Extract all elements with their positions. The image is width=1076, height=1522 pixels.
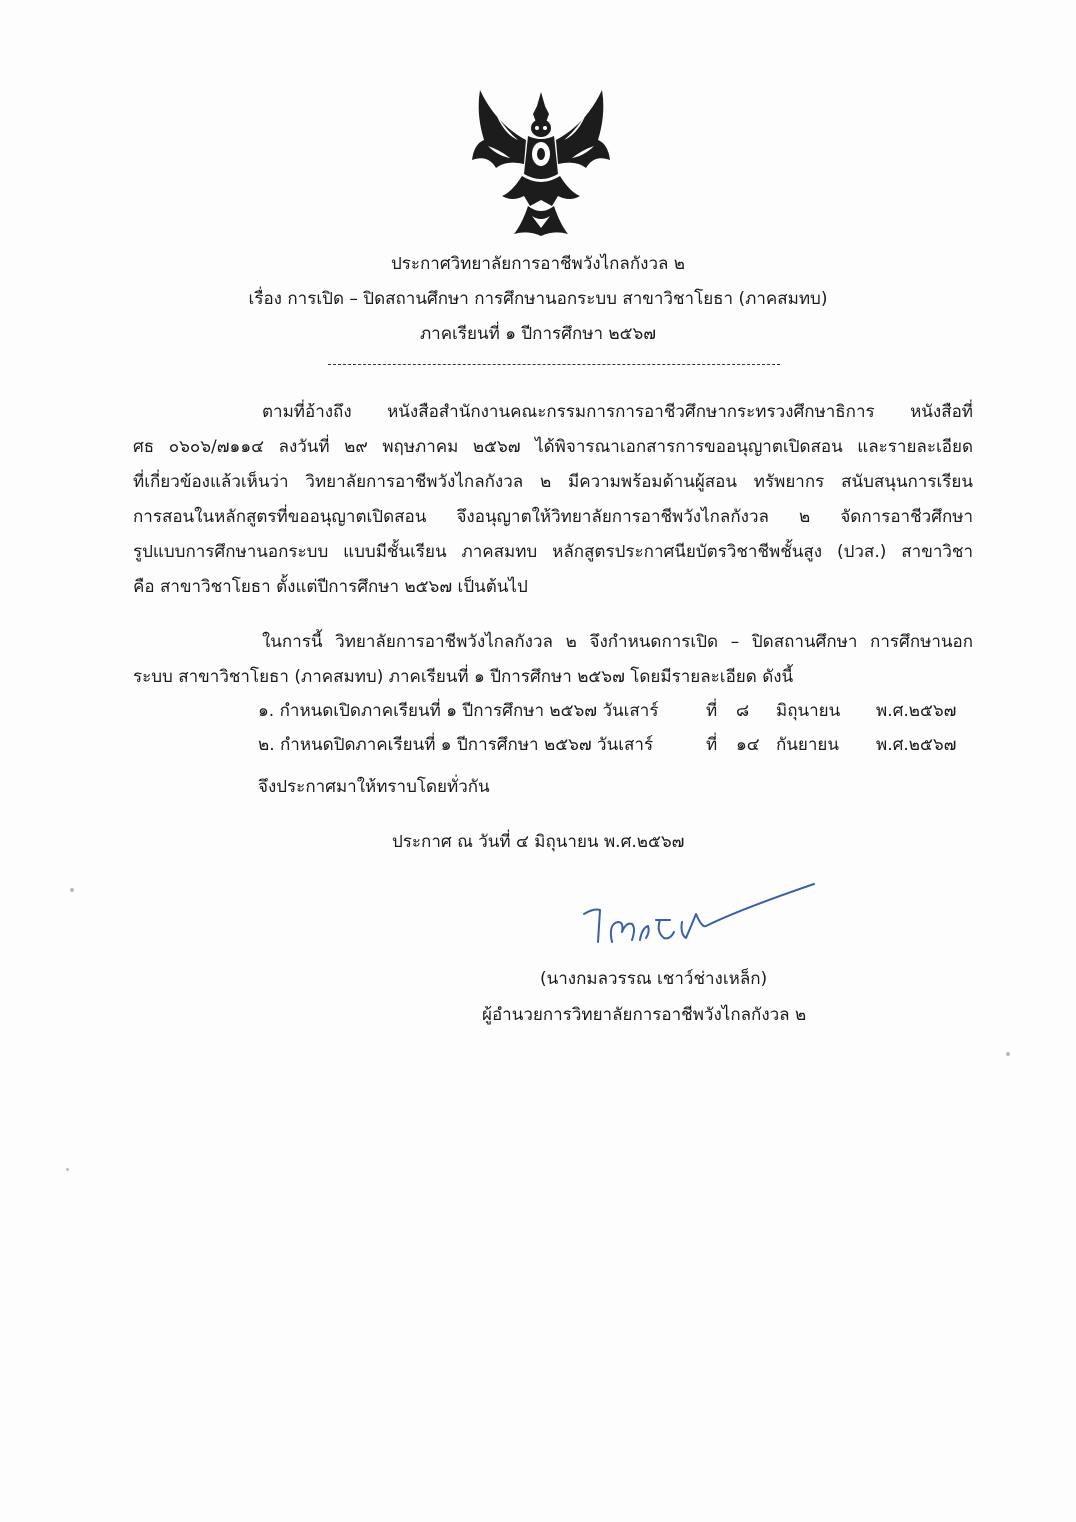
dashed-separator	[328, 364, 780, 365]
schedule-item-day: ๑๔	[736, 735, 760, 755]
signer-name: (นางกมลวรรณ เชาว์ช่างเหล็ก)	[540, 969, 768, 989]
schedule-item-thi: ที่	[706, 735, 718, 755]
para1-line-6: คือ สาขาวิชาโยธา ตั้งแต่ปีการศึกษา ๒๕๖๗ เป็นต้นไป	[133, 577, 528, 597]
para1-line-3: ที่เกี่ยวข้องแล้วเห็นว่า วิทยาลัยการอาชีพวังไกลกังวล ๒ มีความพร้อมด้านผู้สอน ทรัพยากร สนับสนุนการเรียน	[133, 472, 973, 492]
schedule-item-month: มิถุนายน	[776, 701, 841, 721]
schedule-item-open	[258, 699, 956, 723]
scan-speck	[66, 1168, 69, 1171]
schedule-item-text: ๑. กำหนดเปิดภาคเรียนที่ ๑ ปีการศึกษา ๒๕๖๗ วันเสาร์	[258, 701, 659, 721]
para1-line-2: ศธ ๐๖๐๖/๗๑๑๔ ลงวันที่ ๒๙ พฤษภาคม ๒๕๖๗ ได้พิจารณาเอกสารการขออนุญาตเปิดสอน และรายละเอียด	[133, 437, 973, 457]
header-line-1: ประกาศวิทยาลัยการอาชีพวังไกลกังวล ๒	[390, 254, 686, 274]
schedule-item-year: พ.ศ.๒๕๖๗	[876, 735, 957, 755]
handwritten-signature	[578, 880, 818, 960]
schedule-item-close	[258, 733, 956, 757]
announcement-date: ประกาศ ณ วันที่ ๔ มิถุนายน พ.ศ.๒๕๖๗	[392, 832, 685, 852]
para1-line-4: การสอนในหลักสูตรที่ขออนุญาตเปิดสอน จึงอนุญาตให้วิทยาลัยการอาชีพวังไกลกังวล ๒ จัดการอาชีวศึกษา	[133, 507, 973, 527]
para1-line-5: รูปแบบการศึกษานอกระบบ แบบมีชั้นเรียน ภาคสมทบ หลักสูตรประกาศนียบัตรวิชาชีพชั้นสูง (ปวส.) สาขาวิชา	[133, 542, 973, 562]
garuda-emblem-icon	[466, 84, 616, 240]
schedule-item-month: กันยายน	[776, 735, 840, 755]
para2-line-2: ระบบ สาขาวิชาโยธา (ภาคสมทบ) ภาคเรียนที่ ๑ ปีการศึกษา ๒๕๖๗ โดยมีรายละเอียด ดังนี้	[133, 667, 794, 687]
schedule-item-thi: ที่	[706, 701, 718, 721]
schedule-item-year: พ.ศ.๒๕๖๗	[876, 701, 957, 721]
para2-line-1: ในการนี้ วิทยาลัยการอาชีพวังไกลกังวล ๒ จึงกำหนดการเปิด – ปิดสถานศึกษา การศึกษานอก	[262, 632, 973, 652]
signer-position: ผู้อำนวยการวิทยาลัยการอาชีพวังไกลกังวล ๒	[482, 1005, 807, 1025]
scan-speck	[1006, 1052, 1010, 1056]
schedule-item-text: ๒. กำหนดปิดภาคเรียนที่ ๑ ปีการศึกษา ๒๕๖๗ วันเสาร์	[258, 735, 654, 755]
header-line-2: เรื่อง การเปิด – ปิดสถานศึกษา การศึกษานอกระบบ สาขาวิชาโยธา (ภาคสมทบ)	[248, 289, 828, 309]
scan-speck	[70, 888, 74, 892]
schedule-item-day: ๘	[736, 701, 750, 721]
para1-line-1: ตามที่อ้างถึง หนังสือสำนักงานคณะกรรมการการอาชีวศึกษากระทรวงศึกษาธิการ หนังสือที่	[262, 402, 973, 422]
closing-text: จึงประกาศมาให้ทราบโดยทั่วกัน	[258, 777, 490, 797]
header-line-3: ภาคเรียนที่ ๑ ปีการศึกษา ๒๕๖๗	[419, 324, 657, 344]
